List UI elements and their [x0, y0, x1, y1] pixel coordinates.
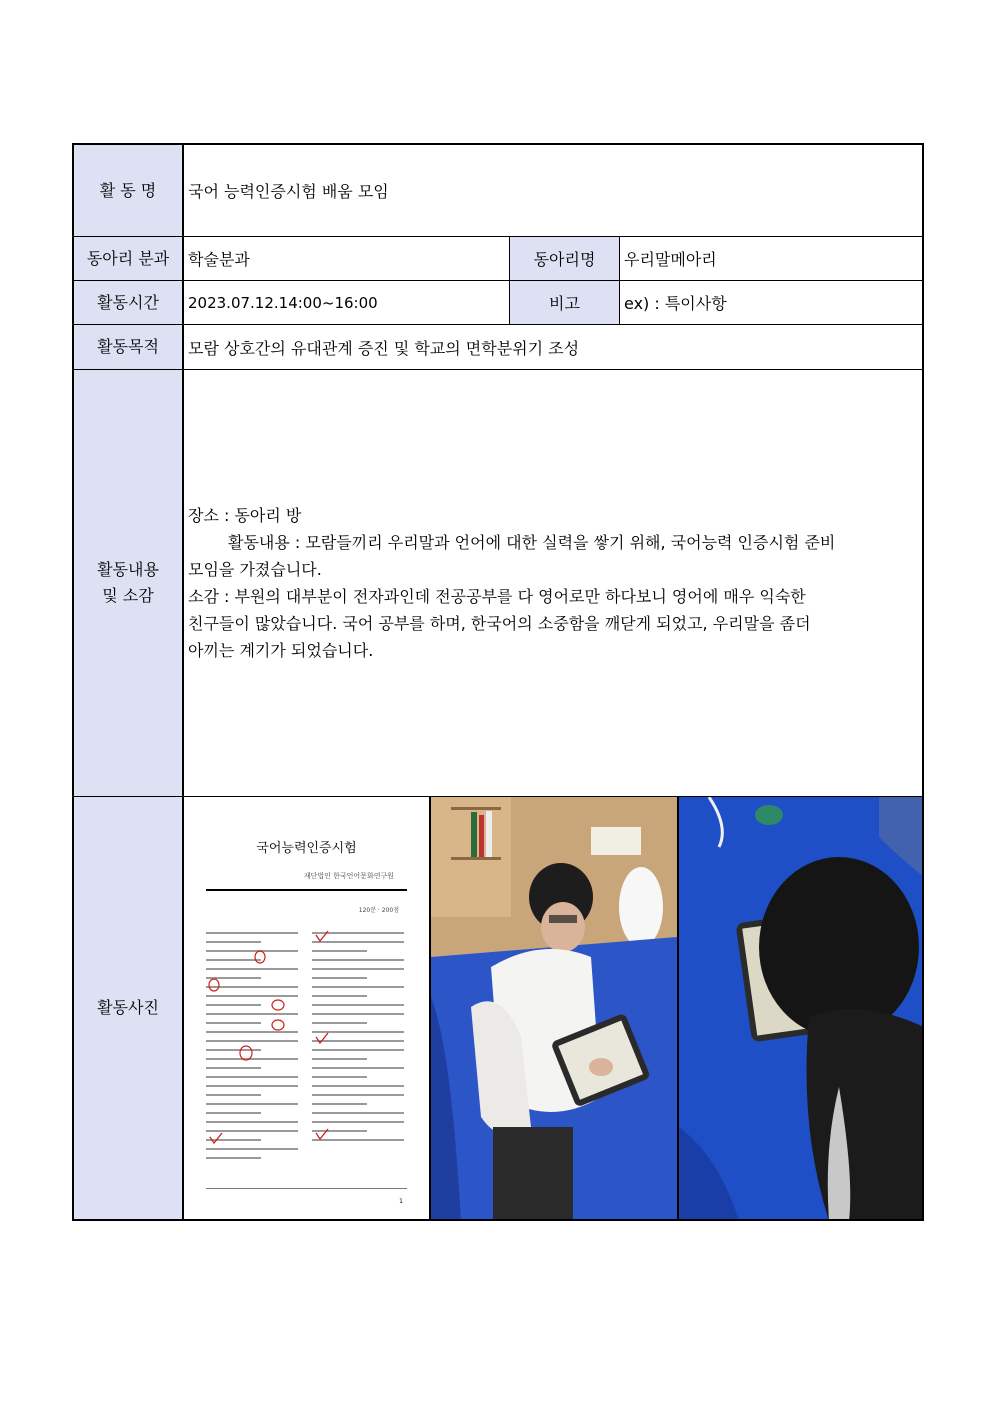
row-time	[74, 281, 922, 325]
remarks-value: ex) : 특이사항	[624, 294, 727, 313]
activity-report-table	[72, 143, 924, 1221]
row-activity-name	[74, 145, 922, 237]
content-body	[184, 370, 922, 796]
row-club	[74, 237, 922, 281]
activity-name-label: 활 동 명	[74, 145, 184, 236]
club-name-label: 동아리명	[509, 237, 620, 280]
row-content	[74, 370, 922, 797]
row-photos	[74, 797, 922, 1219]
exam-sheet-photo	[184, 797, 431, 1219]
exam-sheet-page-number: 1	[399, 1198, 403, 1205]
purpose-value: 모람 상호간의 유대관계 증진 및 학교의 면학분위기 조성	[188, 338, 580, 358]
activity-name-value: 국어 능력인증시험 배움 모임	[188, 182, 389, 201]
student-reading-image	[679, 797, 922, 1219]
exam-sheet-title: 국어능력인증시험	[256, 841, 357, 856]
exam-sheet-score: 120분 · 200점	[358, 907, 399, 914]
club-category-value: 학술분과	[188, 250, 250, 269]
content-impression-line2: 친구들이 많았습니다. 국어 공부를 하며, 한국어의 소중함을 깨닫게 되었고, 우리말을 좀더	[188, 614, 811, 633]
club-category-label: 동아리 분과	[74, 237, 184, 280]
answer-marks	[184, 797, 429, 1219]
purpose-label: 활동목적	[74, 325, 184, 369]
activity-time-value: 2023.07.12.14:00~16:00	[188, 293, 378, 312]
exam-sheet-org: 재단법인 한국언어문화연구원	[303, 872, 394, 880]
student-studying-image	[431, 797, 677, 1219]
exam-sheet-footer-rule	[206, 1188, 407, 1189]
remarks-label: 비고	[509, 281, 620, 324]
content-impression-line1: 소감 : 부원의 대부분이 전자과인데 전공공부를 다 영어로만 하다보니 영어에 매우 익숙한	[188, 587, 806, 606]
club-name-value: 우리말메아리	[624, 250, 717, 269]
student-tablet-photo	[431, 797, 679, 1219]
student-reading-photo	[679, 797, 922, 1219]
row-purpose	[74, 325, 922, 370]
content-label	[74, 370, 184, 796]
content-label-line2: 및 소감	[102, 586, 154, 605]
photos-label: 활동사진	[74, 797, 184, 1219]
activity-time-label: 활동시간	[74, 281, 184, 324]
content-place: 장소 : 동아리 방	[188, 506, 302, 525]
content-impression-line3: 아끼는 계기가 되었습니다.	[188, 641, 374, 660]
content-activity-line1: 활동내용 : 모람들끼리 우리말과 언어에 대한 실력을 쌓기 위해, 국어능력 인증시험 준비	[228, 533, 836, 552]
content-label-line1: 활동내용	[97, 560, 159, 579]
content-activity-line2: 모임을 가졌습니다.	[188, 560, 322, 579]
photo-strip	[184, 797, 922, 1219]
